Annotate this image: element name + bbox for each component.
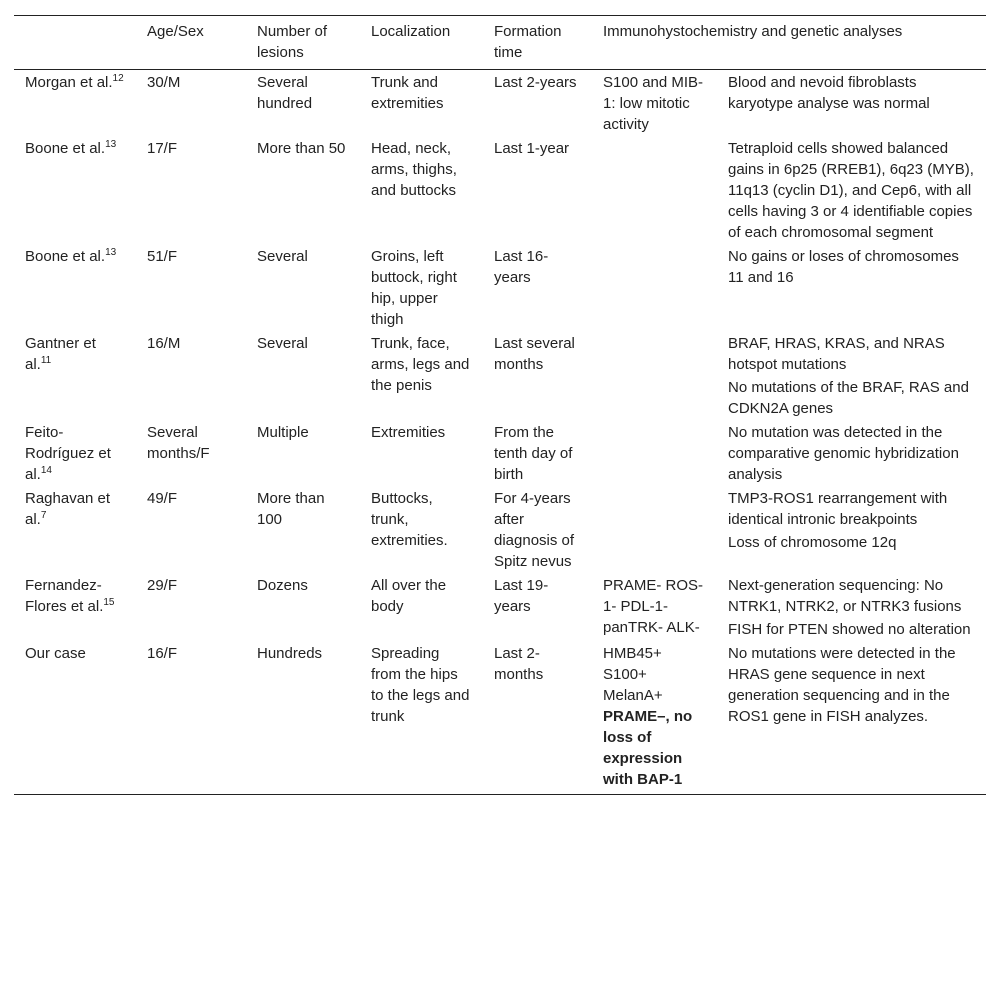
author-cell [14,136,136,244]
localization-cell: Extremities [371,424,446,441]
localization-cell: Trunk and extremities [371,74,444,112]
localization-cell: Spreading from the hips to the legs and trunk [371,645,470,725]
reference-number: 12 [112,73,124,84]
reference-number: 14 [40,465,52,476]
genetic-finding: Next-generation sequencing: No NTRK1, NTRK2, or NTRK3 fusions [728,577,962,615]
genetic-analysis-cell [717,70,986,137]
header-age-sex: Age/Sex [147,23,204,40]
localization-cell: Buttocks, trunk, extremities. [371,490,448,549]
genetic-finding: TMP3-ROS1 rearrangement with identical intronic breakpoints [728,490,948,528]
age-sex-cell: 16/F [147,645,178,662]
localization-cell: Head, neck, arms, thighs, and buttocks [371,140,457,199]
header-number-of-lesions: Number of lesions [257,23,328,61]
age-sex-cell: Several months/F [147,424,210,462]
ihc-bold-text: PRAME–, no loss of expression with BAP-1 [603,708,693,788]
formation-time-cell: For 4-years after diagnosis of Spitz nevus [494,490,575,570]
localization-cell: Groins, left buttock, right hip, upper thigh [371,248,457,328]
header-author [14,16,136,70]
author-cell [14,331,136,420]
author-name: Our case [25,645,86,662]
author-name: Fernandez-Flores et al. [25,577,104,615]
table-row [14,136,986,244]
table-body [14,70,986,795]
localization-cell: Trunk, face, arms, legs and the penis [371,335,470,394]
header-ihc-genetic: Immunohystochemistry and genetic analyses [603,23,903,40]
genetic-finding: No gains or loses of chromosomes 11 and 16 [728,248,959,286]
genetic-analysis-cell [717,420,986,486]
table-header [14,16,986,70]
formation-time-cell: Last 1-year [494,140,570,157]
age-sex-cell: 16/M [147,335,181,352]
formation-time-cell: Last 2-years [494,74,577,91]
author-cell [14,244,136,331]
formation-time-cell: From the tenth day of birth [494,424,573,483]
author-name: Feito-Rodríguez et al. [25,424,111,483]
author-name: Boone et al. [25,248,106,265]
author-cell [14,641,136,795]
reference-number: 13 [105,139,117,150]
table-row [14,420,986,486]
genetic-finding: No mutations were detected in the HRAS gene sequence in next generation sequencing and in the ROS1 gene in FISH analyzes. [728,645,956,725]
author-cell [14,486,136,573]
formation-time-cell: Last 16-years [494,248,549,286]
genetic-analysis-cell [717,136,986,244]
author-cell [14,70,136,137]
lesions-cell: Several [257,248,308,265]
author-name: Morgan et al. [25,74,113,91]
formation-time-cell: Last 2-months [494,645,544,683]
table-row [14,70,986,137]
author-name: Gantner et al. [25,335,96,373]
age-sex-cell: 49/F [147,490,178,507]
lesions-cell: Several hundred [257,74,313,112]
ihc-text: HMB45+ S100+ MelanA+ [603,645,663,704]
lesions-cell: Dozens [257,577,308,594]
genetic-finding: No mutation was detected in the comparative genomic hybridization analysis [728,424,959,483]
genetic-finding: No mutations of the BRAF, RAS and CDKN2A genes [728,379,969,417]
table-row [14,641,986,795]
immunohistochemistry-cell [592,573,717,641]
lesions-cell: Multiple [257,424,309,441]
header-localization: Localization [371,23,451,40]
genetic-finding: Blood and nevoid fibroblasts karyotype analyse was normal [728,74,930,112]
immunohistochemistry-cell [592,420,717,486]
genetic-analysis-cell [717,641,986,795]
lesions-cell: Several [257,335,308,352]
lesions-cell: More than 50 [257,140,346,157]
reference-number: 7 [40,510,47,521]
genetic-analysis-cell [717,244,986,331]
genetic-finding: BRAF, HRAS, KRAS, and NRAS hotspot mutations [728,335,945,373]
immunohistochemistry-cell [592,641,717,795]
table-row [14,244,986,331]
formation-time-cell: Last several months [494,335,575,373]
immunohistochemistry-cell [592,136,717,244]
reference-number: 11 [40,355,52,366]
immunohistochemistry-cell [592,486,717,573]
age-sex-cell: 29/F [147,577,178,594]
genetic-analysis-cell [717,573,986,641]
author-cell [14,420,136,486]
header-row [14,16,986,70]
lesions-cell: More than 100 [257,490,325,528]
formation-time-cell: Last 19-years [494,577,549,615]
age-sex-cell: 17/F [147,140,178,157]
genetic-analysis-cell [717,486,986,573]
table-row [14,331,986,420]
genetic-finding: Loss of chromosome 12q [728,534,897,551]
header-formation-time: Formation time [494,23,562,61]
reference-number: 15 [103,597,115,608]
author-name: Raghavan et al. [25,490,111,528]
genetic-finding: FISH for PTEN showed no alteration [728,621,971,638]
lesions-cell: Hundreds [257,645,323,662]
case-comparison-table [14,15,986,795]
immunohistochemistry-cell [592,70,717,137]
genetic-finding: Tetraploid cells showed balanced gains in 6p25 (RREB1), 6q23 (MYB), 11q13 (cyclin D1), and Cep6, with all cells having 3 or 4 identifiable copies of each chromosomal segment [728,140,974,241]
age-sex-cell: 51/F [147,248,178,265]
immunohistochemistry-cell [592,244,717,331]
genetic-analysis-cell [717,331,986,420]
ihc-text: S100 and MIB-1: low mitotic activity [603,74,704,133]
table-row [14,486,986,573]
author-cell [14,573,136,641]
immunohistochemistry-cell [592,331,717,420]
author-name: Boone et al. [25,140,106,157]
reference-number: 13 [105,247,117,258]
age-sex-cell: 30/M [147,74,181,91]
ihc-text: PRAME- ROS-1- PDL-1- panTRK- ALK- [603,577,704,636]
localization-cell: All over the body [371,577,447,615]
table-row [14,573,986,641]
